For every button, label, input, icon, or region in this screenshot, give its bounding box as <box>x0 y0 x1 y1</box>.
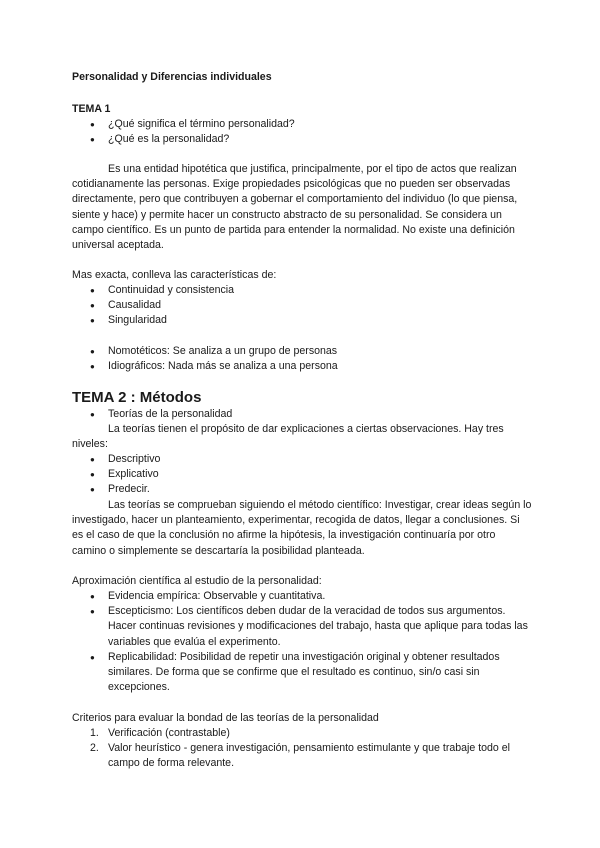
list-item: 2. Valor heurístico - genera investigación, pensamiento estimulante y que trabaje todo el campo de forma relevante. <box>90 742 511 770</box>
theories-list <box>72 407 532 422</box>
bullet-icon: ● <box>90 286 95 295</box>
list-item: 1. Verificación (contrastable) <box>72 726 532 741</box>
list-item: ● Teorías de la personalidad <box>72 407 532 422</box>
list-item: ● Escepticismo: Los científicos deben dudar de la veracidad de todos sus argumentos. Hacer continuas revisiones y modificaciones del trabajo, hasta que aplique para todas las variables que evalúa el experimento. <box>90 605 528 648</box>
approx-list <box>72 589 532 695</box>
tema1-heading: TEMA 1 <box>72 103 111 115</box>
document-title: Personalidad y Diferencias individuales <box>72 71 272 83</box>
list-item: ● Continuidad y consistencia <box>72 283 532 298</box>
approx-intro: Aproximación científica al estudio de la personalidad: <box>72 575 322 587</box>
list-item: ● Evidencia empírica: Observable y cuantitativa. <box>72 589 532 604</box>
list-item: ● Predecir. <box>72 482 532 497</box>
bullet-icon: ● <box>90 470 95 480</box>
bullet-icon: ● <box>90 652 95 662</box>
list-item: ● Descriptivo <box>72 452 532 467</box>
method-paragraph: Las teorías se comprueban siguiendo el método científico: Investigar, crear ideas según lo investigado, hacer un planteamiento, experimentar, recogida de datos, llegar a conclusiones. Si es el caso de que la conclusión no afirme la hipótesis, la investigación continuaría por otro camino o simplemente se descartaría la posibilidad planteada. <box>72 499 532 557</box>
list-item: ● Singularidad <box>72 313 532 328</box>
bullet-icon: ● <box>90 347 95 356</box>
theories-paragraph: La teorías tienen el propósito de dar explicaciones a ciertas observaciones. Hay tres niveles: <box>72 423 504 451</box>
list-number: 1. <box>90 727 99 739</box>
list-item: ● Idiográficos: Nada más se analiza a una persona <box>72 359 532 374</box>
bullet-icon: ● <box>90 362 95 372</box>
list-item: ● ¿Qué es la personalidad? <box>72 132 532 147</box>
characteristics-intro: Mas exacta, conlleva las características de: <box>72 269 277 281</box>
criteria-list <box>72 726 532 772</box>
tema2-heading: TEMA 2 : Métodos <box>72 389 202 406</box>
list-item: ● Explicativo <box>72 467 532 482</box>
levels-list <box>72 452 532 498</box>
list-item: ● Causalidad <box>72 298 532 313</box>
tema1-definition-paragraph: Es una entidad hipotética que justifica, principalmente, por el tipo de actos que realizan cotidianamente las personas. Exige propiedades psicológicas que no pueden ser observadas directamente, pero que contribuyen a gobernar el comportamiento del individuo (lo que piensa, siente y hace) y permite hacer un constructo abstracto de su personalidad. Se considera un campo científico. Es un punto de partida para entender la normalidad. No existe una definición universal aceptada. <box>72 163 518 252</box>
approaches-list <box>72 344 532 374</box>
bullet-icon: ● <box>90 485 95 495</box>
tema1-questions-list <box>72 117 532 147</box>
bullet-icon: ● <box>90 316 95 326</box>
bullet-icon: ● <box>90 135 95 145</box>
bullet-icon: ● <box>90 592 95 601</box>
bullet-icon: ● <box>90 120 95 129</box>
list-number: 2. <box>90 742 99 755</box>
list-item: ● Nomotéticos: Se analiza a un grupo de personas <box>72 344 532 359</box>
bullet-icon: ● <box>90 301 95 311</box>
list-item: ● ¿Qué significa el término personalidad? <box>72 117 532 132</box>
list-item: ● Replicabilidad: Posibilidad de repetir una investigación original y obtener resultados similares. De forma que se confirme que el resultado es continuo, sin/o casi sin excepciones. <box>90 650 500 694</box>
characteristics-list <box>72 283 532 329</box>
bullet-icon: ● <box>90 455 95 464</box>
criteria-intro: Criterios para evaluar la bondad de las teorías de la personalidad <box>72 712 379 724</box>
bullet-icon: ● <box>90 410 95 419</box>
bullet-icon: ● <box>90 607 95 617</box>
